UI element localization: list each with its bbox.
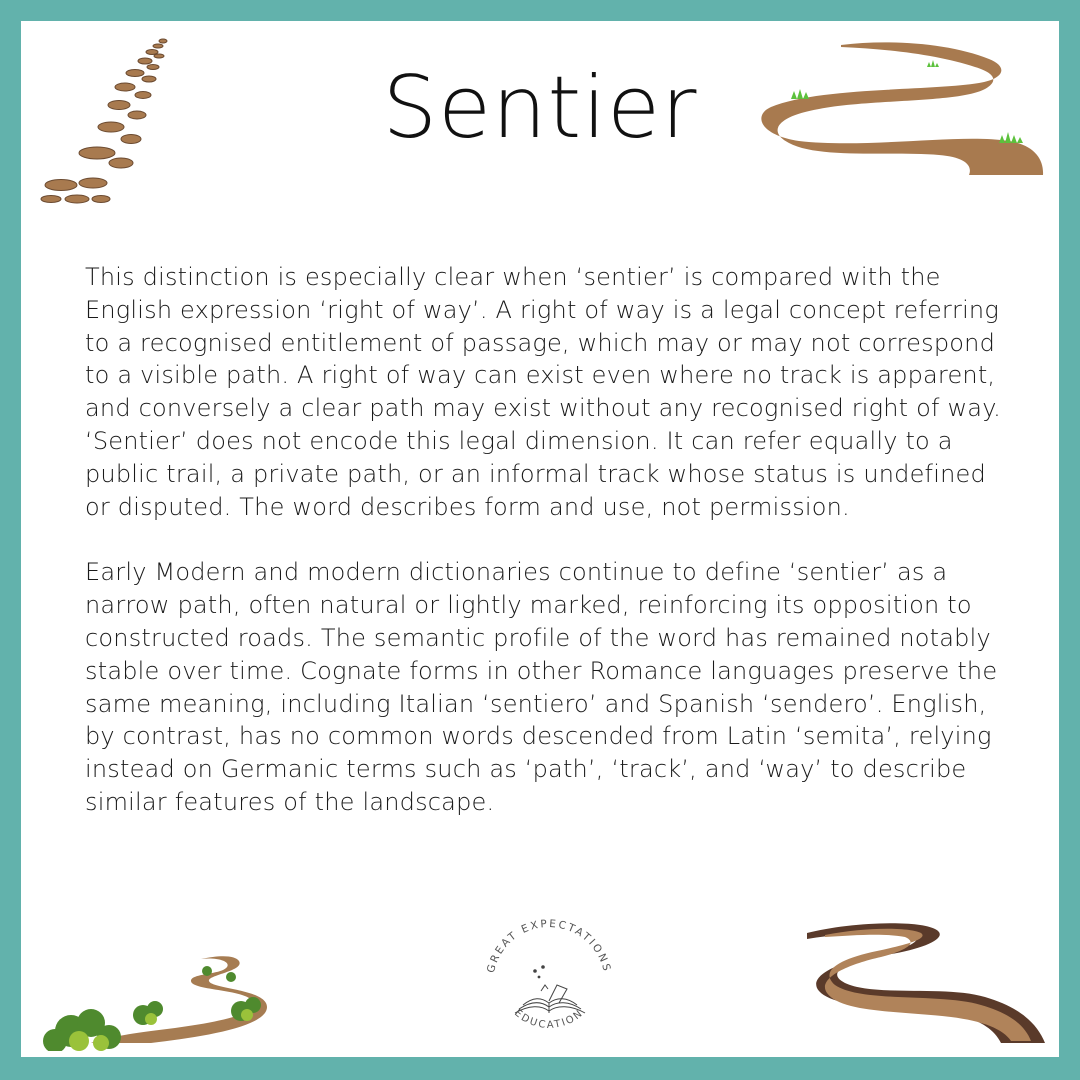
page-title: Sentier [382, 58, 698, 158]
open-book-icon [515, 985, 585, 1013]
winding-path-illustration [759, 37, 1049, 177]
river-path-illustration [805, 919, 1049, 1045]
paragraph-1: This distinction is especially clear when ‘sentier’ is compared with the English expression ‘right of way’. A right of way is a legal concept referring to a recognised entitlement of passage, which may or may not correspond to a visible path. A right of way can exist even where no track is apparent, and conversely a clear path may exist without any recognised right of way. ‘Sentier’ does not encode this legal dimension. It can refer equally to a public trail, a private path, or an informal track whose status is undefined or disputed. The word describes form and use, not permission. [85, 263, 1002, 521]
bushes-path-illustration [31, 951, 281, 1051]
paragraph-2: Early Modern and modern dictionaries continue to define ‘sentier’ as a narrow path, often natural or lightly marked, reinforcing its opposition to constructed roads. The semantic profile of the word has remained notably stable over time. Cognate forms in other Romance languages preserve the same meaning, including Italian ‘sentiero’ and Spanish ‘sendero’. English, by contrast, has no common words descended from Latin ‘semita’, relying instead on Germanic terms such as ‘path’, ‘track’, and ‘way’ to describe similar features of the landscape. [85, 558, 998, 816]
stepping-stones-illustration [31, 35, 171, 205]
logo-top-text: GREAT EXPECTATIONS [484, 917, 614, 975]
body-text [85, 261, 1010, 852]
great-expectations-logo [479, 905, 619, 1035]
stars-icon [533, 965, 545, 978]
page-card [21, 21, 1059, 1057]
logo-bottom-text: EDUCATION [512, 1007, 586, 1031]
